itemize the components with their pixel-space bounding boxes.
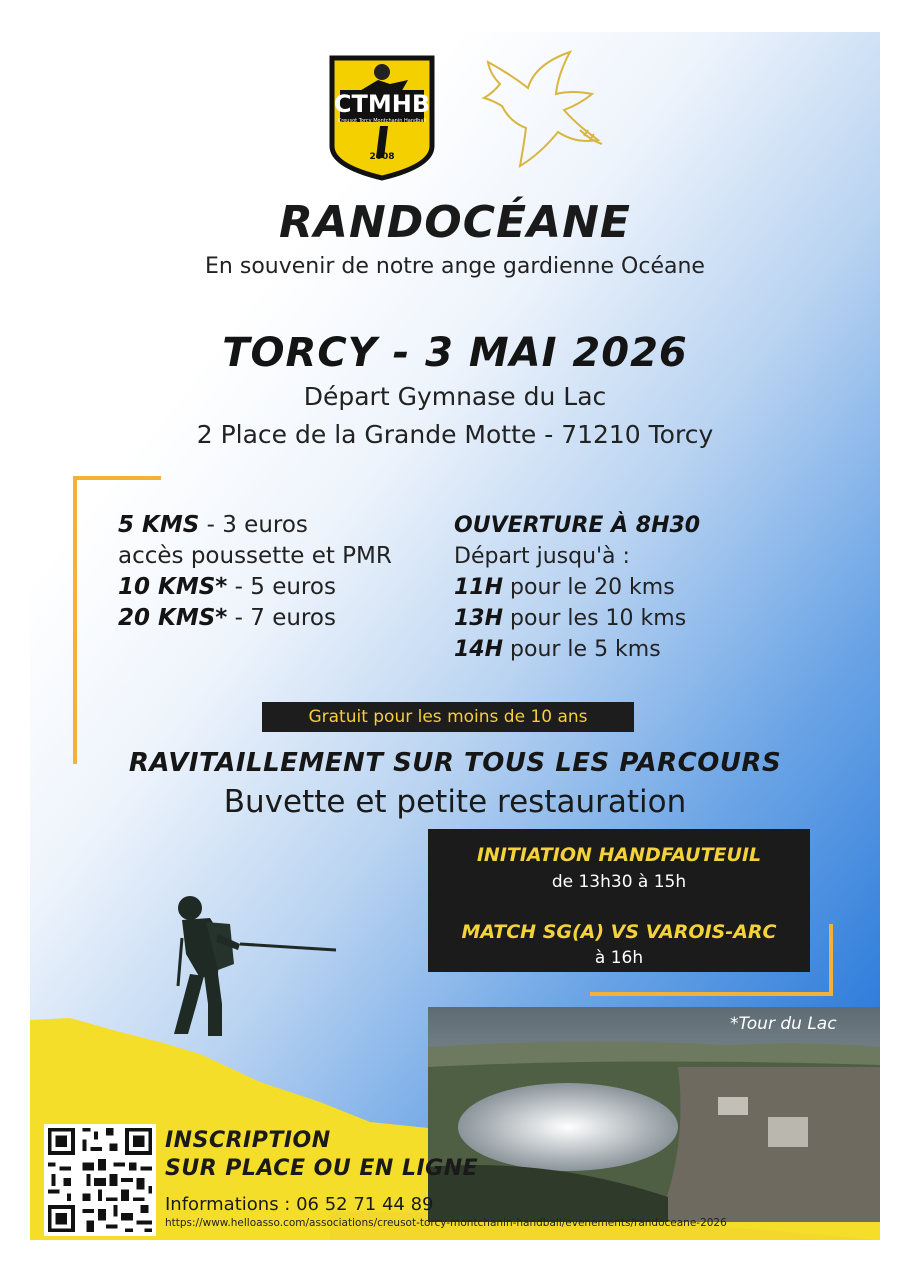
address: 2 Place de la Grande Motte - 71210 Torcy — [196, 420, 714, 449]
bracket-decoration — [829, 924, 833, 996]
buvette-text: Buvette et petite restauration — [223, 784, 687, 820]
logo-name: CTMHB — [333, 90, 431, 118]
route-access: accès poussette et PMR — [118, 543, 392, 569]
schedule-row: 13H pour les 10 kms — [454, 606, 687, 631]
event-match-title: MATCH SG(A) VS VAROIS-ARC — [461, 921, 777, 943]
event-title: RANDOCÉANE — [279, 197, 631, 248]
ravitaillement-heading: RAVITAILLEMENT SUR TOUS LES PARCOURS — [128, 748, 782, 778]
departure-place: Départ Gymnase du Lac — [303, 382, 607, 411]
schedule — [454, 510, 700, 665]
contact-phone: Informations : 06 52 71 44 89 — [165, 1194, 434, 1215]
dove-icon — [480, 44, 610, 169]
routes-list — [118, 510, 392, 634]
logo-year: 2008 — [369, 152, 395, 162]
logo-subtitle: Creusot Torcy Montchanin Handball — [337, 118, 427, 124]
route-10km: 10 KMS* - 5 euros — [118, 574, 336, 600]
event-handfauteuil-time: de 13h30 à 15h — [551, 872, 687, 892]
registration-link[interactable]: https://www.helloasso.com/associations/creusot-torcy-montchanin-handball/evenements/randoceane-2026 — [165, 1217, 727, 1229]
event-match-time: à 16h — [594, 948, 644, 968]
route-20km: 20 KMS* - 7 euros — [118, 605, 336, 631]
event-handfauteuil-title: INITIATION HANDFAUTEUIL — [476, 844, 762, 866]
photo-caption: *Tour du Lac — [730, 1014, 837, 1034]
poster — [30, 32, 880, 1240]
inscription-line2: SUR PLACE OU EN LIGNE — [165, 1156, 479, 1181]
opening-time: OUVERTURE À 8H30 — [454, 513, 701, 538]
free-under-10-badge: Gratuit pour les moins de 10 ans — [262, 702, 634, 732]
event-subtitle: En souvenir de notre ange gardienne Océane — [205, 254, 705, 279]
inscription-line1: INSCRIPTION — [165, 1128, 331, 1153]
bracket-decoration — [73, 476, 77, 764]
route-5km: 5 KMS - 3 euros — [118, 512, 308, 538]
hiker-silhouette — [160, 894, 340, 1054]
lake-photo — [428, 1007, 880, 1222]
schedule-row: 11H pour le 20 kms — [454, 575, 675, 600]
departure-until: Départ jusqu'à : — [454, 544, 630, 569]
bracket-decoration — [73, 476, 161, 480]
bracket-decoration — [590, 992, 833, 996]
schedule-row: 14H pour le 5 kms — [454, 637, 661, 662]
qr-code[interactable] — [44, 1124, 156, 1236]
event-date: TORCY - 3 MAI 2026 — [222, 330, 688, 376]
